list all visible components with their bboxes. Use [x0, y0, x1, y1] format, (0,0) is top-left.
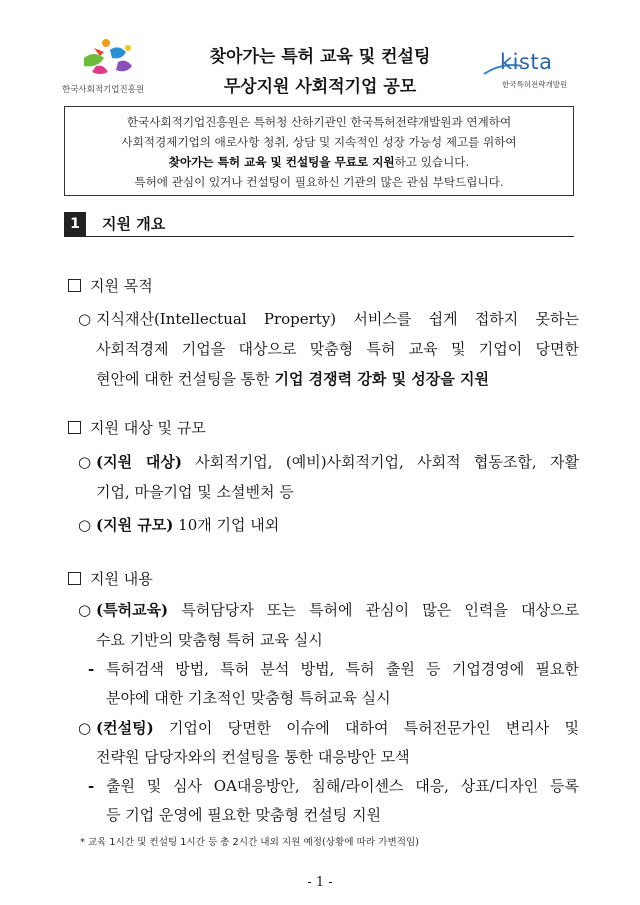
intro-box — [64, 106, 574, 196]
kosea-logo — [62, 38, 162, 98]
page-title-line1: 찾아가는 특허 교육 및 컨설팅 — [209, 47, 431, 67]
kosea-logo-mark — [76, 38, 146, 78]
content-line: (컨설팅) 기업이 당면한 이슈에 대하여 특허전문가인 변리사 및 — [96, 719, 579, 737]
target-line: (지원 대상) 사회적기업, (예비)사회적기업, 사회적 협동조합, 자활 — [96, 453, 579, 471]
content-line: 수요 기반의 맞춤형 특허 교육 실시 — [96, 631, 323, 649]
circle-bullet-icon: ○ — [78, 601, 92, 619]
heading-content: 지원 내용 — [68, 568, 153, 589]
circle-bullet-icon: ○ — [78, 516, 92, 534]
checkbox-square-icon — [68, 279, 81, 292]
heading-target: 지원 대상 및 규모 — [68, 417, 206, 438]
section-title: 지원 개요 — [102, 215, 166, 233]
circle-bullet-icon: ○ — [78, 310, 92, 328]
intro-line: 특허에 관심이 있거나 컨설팅이 필요하신 기관의 많은 관심 부탁드립니다. — [134, 175, 504, 189]
purpose-line: 현안에 대한 컨설팅을 통한 기업 경쟁력 강화 및 성장을 지원 — [96, 370, 489, 388]
section-number: 1 — [64, 212, 86, 236]
dash-bullet-icon: - — [88, 777, 95, 795]
intro-line: 사회적경제기업의 애로사항 청취, 상담 및 지속적인 성장 가능성 제고를 위하여 — [121, 135, 517, 149]
section-divider — [64, 236, 574, 237]
footnote: * 교육 1시간 및 컨설팅 1시간 등 총 2시간 내외 지원 예정(상황에 따라 가변적임) — [80, 837, 419, 848]
circle-bullet-icon: ○ — [78, 719, 92, 737]
heading-purpose: 지원 목적 — [68, 275, 153, 296]
kista-wordmark: kista — [500, 50, 553, 74]
intro-highlight: 찾아가는 특허 교육 및 컨설팅을 무료로 지원 — [168, 155, 395, 169]
content-line: 출원 및 심사 OA대응방안, 침해/라이센스 대응, 상표/디자인 등록 — [106, 777, 579, 795]
content-line: 등 기업 운영에 필요한 맞춤형 컨설팅 지원 — [106, 806, 381, 824]
checkbox-square-icon — [68, 572, 81, 585]
circle-bullet-icon: ○ — [78, 453, 92, 471]
kista-caption: 한국특허전략개발원 — [502, 80, 568, 89]
kista-logo — [482, 50, 582, 90]
purpose-line: 사회적경제 기업을 대상으로 맞춤형 특허 교육 및 기업이 당면한 — [96, 340, 579, 358]
intro-line — [65, 152, 573, 172]
page-number: - 1 - — [307, 875, 333, 890]
purpose-highlight: 기업 경쟁력 강화 및 성장을 지원 — [274, 370, 489, 388]
kosea-caption: 한국사회적기업진흥원 — [62, 85, 145, 95]
dash-bullet-icon: - — [88, 660, 95, 678]
content-line: 분야에 대한 기초적인 맞춤형 특허교육 실시 — [106, 689, 391, 707]
target-line: (지원 규모) 10개 기업 내외 — [96, 516, 280, 534]
content-line: (특허교육) 특허담당자 또는 특허에 관심이 많은 인력을 대상으로 — [96, 601, 579, 619]
content-line: 특허검색 방법, 특허 분석 방법, 특허 출원 등 기업경영에 필요한 — [106, 660, 579, 678]
intro-line: 한국사회적기업진흥원은 특허청 산하기관인 한국특허전략개발원과 연계하여 — [126, 115, 512, 129]
target-line: 기업, 마을기업 및 소셜벤처 등 — [96, 483, 294, 501]
checkbox-square-icon — [68, 421, 81, 434]
page-title-line2: 무상지원 사회적기업 공모 — [223, 77, 417, 97]
intro-line-rest: 하고 있습니다. — [394, 155, 470, 169]
content-line: 전략원 담당자와의 컨설팅을 통한 대응방안 모색 — [96, 748, 410, 766]
purpose-line: 지식재산(Intellectual Property) 서비스를 쉽게 접하지 못하는 — [96, 310, 579, 328]
